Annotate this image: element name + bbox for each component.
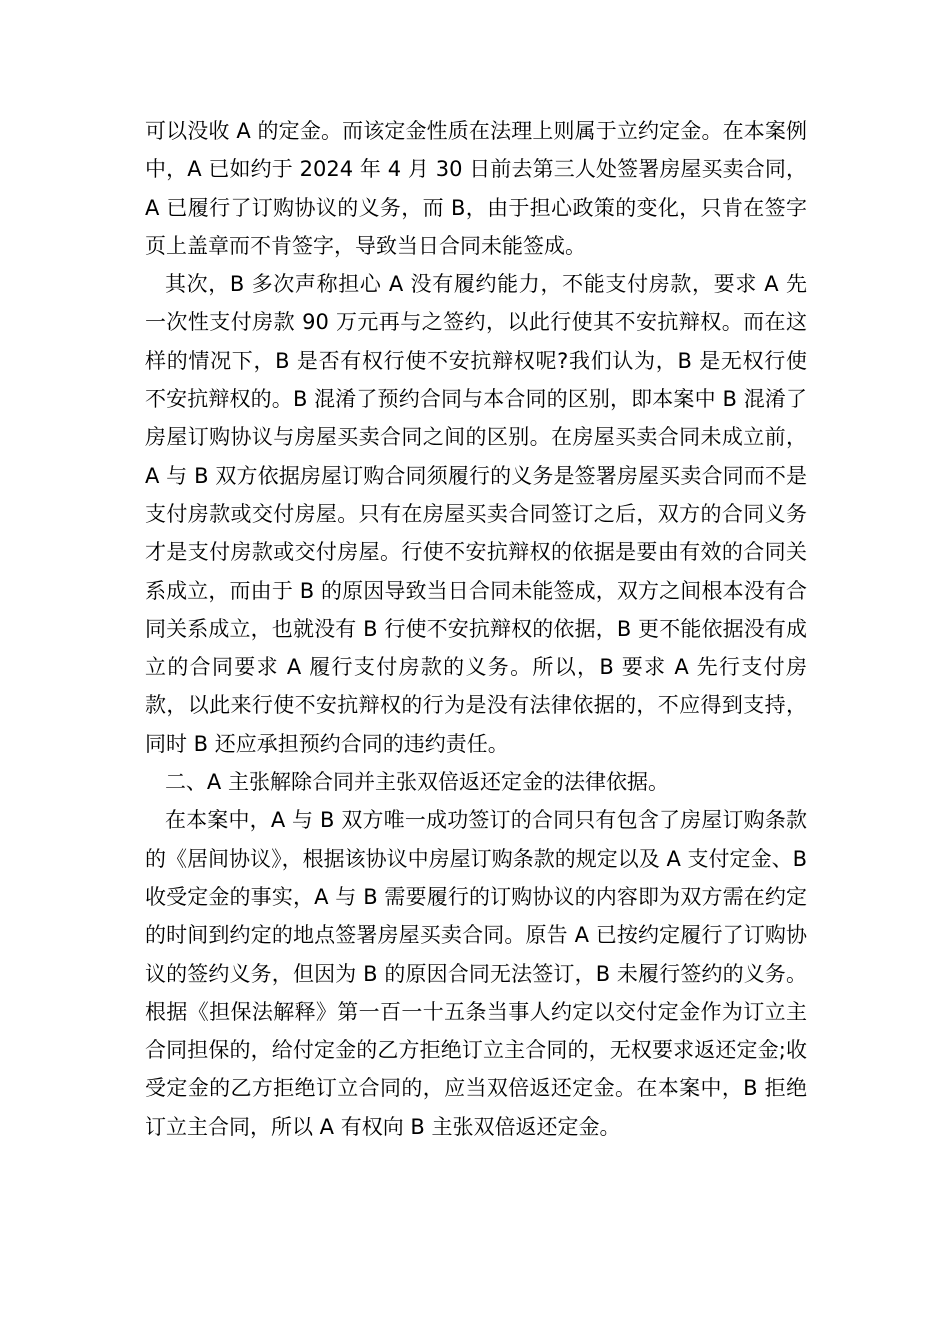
document-body [145, 112, 807, 1146]
paragraph-1: 可以没收 A 的定金。而该定金性质在法理上则属于立约定金。在本案例中，A 已如约于 2024 年 4 月 30 日前去第三人处签署房屋买卖合同，A 已履行了订购协议的义务，而 B，由于担心政策的变化，只肯在签字页上盖章而不肯签字，导致当日合同未能签成。 [145, 119, 807, 258]
section-heading: 二、A 主张解除合同并主张双倍返还定金的法律依据。 [164, 770, 669, 795]
paragraph-3: 在本案中，A 与 B 双方唯一成功签订的合同只有包含了房屋订购条款的《居间协议》，根据该协议中房屋订购条款的规定以及 A 支付定金、B 收受定金的事实，A 与 B 需要履行的订购协议的内容即为双方需在约定的时间到约定的地点签署房屋买卖合同。原告 A 已按约定履行了订购协议的签约义务，但因为 B 的原因合同无法签订，B 未履行签约的义务。根据《担保法解释》第一百一十五条当事人约定以交付定金作为订立主合同担保的，给付定金的乙方拒绝订立主合同的，无权要求返还定金;收受定金的乙方拒绝订立合同的，应当双倍返还定金。在本案中，B 拒绝订立主合同，所以 A 有权向 B 主张双倍返还定金。 [145, 808, 807, 1139]
paragraph-2: 其次，B 多次声称担心 A 没有履约能力，不能支付房款，要求 A 先一次性支付房款 90 万元再与之签约，以此行使其不安抗辩权。而在这样的情况下，B 是否有权行使不安抗辩权呢?我们认为，B 是无权行使不安抗辩权的。B 混淆了预约合同与本合同的区别，即本案中 B 混淆了房屋订购协议与房屋买卖合同之间的区别。在房屋买卖合同未成立前，A 与 B 双方依据房屋订购合同须履行的义务是签署房屋买卖合同而不是支付房款或交付房屋。只有在房屋买卖合同签订之后，双方的合同义务才是支付房款或交付房屋。行使不安抗辩权的依据是要由有效的合同关系成立，而由于 B 的原因导致当日合同未能签成，双方之间根本没有合同关系成立，也就没有 B 行使不安抗辩权的依据，B 更不能依据没有成立的合同要求 A 履行支付房款的义务。所以，B 要求 A 先行支付房款，以此来行使不安抗辩权的行为是没有法律依据的，不应得到支持，同时 B 还应承担预约合同的违约责任。 [145, 272, 807, 756]
